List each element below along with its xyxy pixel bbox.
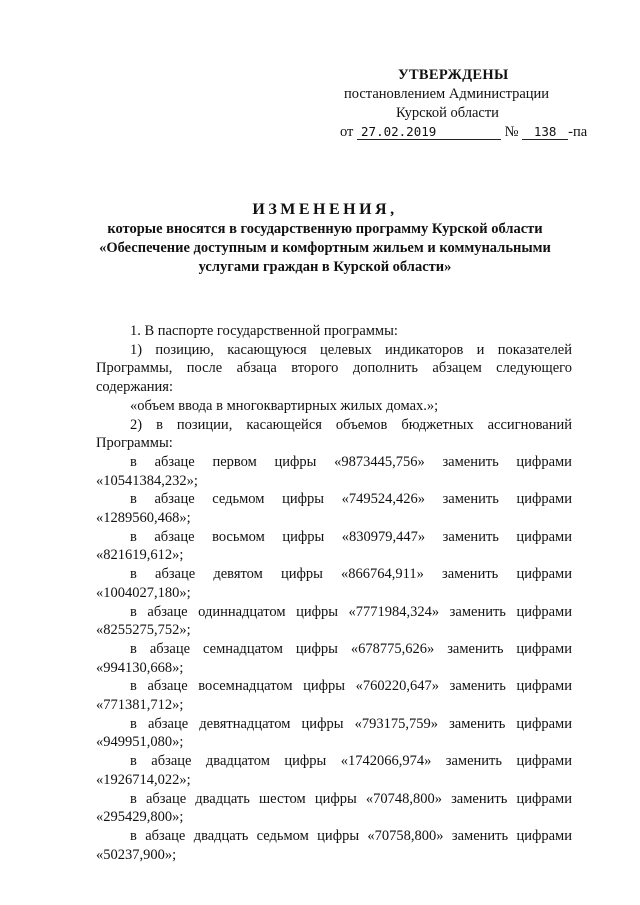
replacement-word: цифры <box>303 678 346 695</box>
replacement-word: цифры <box>280 566 323 583</box>
replacement-word: семнадцатом <box>203 640 283 657</box>
replacement-new-value: «1004027,180»; <box>96 584 191 601</box>
replacement-word: заменить <box>447 640 504 657</box>
replacement-word: «760220,647» <box>355 678 439 695</box>
item-1-2-line-2: Программы: <box>96 435 173 452</box>
replacement-word: «830979,447» <box>341 528 426 545</box>
replacement-line <box>96 752 572 771</box>
replacement-word: в <box>130 566 137 583</box>
replacement-word: цифры <box>274 453 317 470</box>
replacement-new-value: «994130,668»; <box>96 659 184 676</box>
replacement-new-value: «295429,800»; <box>96 809 184 826</box>
replacement-word: заменить <box>445 753 502 770</box>
replacement-word: «70758,800» <box>367 827 444 844</box>
item-1-1-line-2: Программы, после абзаца второго дополнить абзацем следующего <box>96 360 572 377</box>
replacement-word: «678775,626» <box>350 640 435 657</box>
replacement-word: «7771984,324» <box>348 603 440 620</box>
replacement-word: цифры <box>282 491 324 508</box>
item-1: 1. В паспорте государственной программы: <box>130 323 398 339</box>
replacement-word: абзаце <box>147 715 189 732</box>
replacement-word: заменить <box>442 528 499 545</box>
replacement-word: заменить <box>449 715 506 732</box>
replacement-line <box>96 565 572 584</box>
replacement-word: заменить <box>442 566 499 583</box>
replacement-word: «70748,800» <box>365 790 442 807</box>
replacement-word: абзаце <box>154 491 195 508</box>
approval-line-1: постановлением Администрации <box>344 86 550 102</box>
item-1-1-line-1: 1) позицию, касающуюся целевых индикаторов и показателей <box>130 341 572 358</box>
replacement-word: цифрами <box>516 603 572 620</box>
replacement-word: седьмом <box>212 491 265 508</box>
replacement-new-value: «50237,900»; <box>96 846 177 863</box>
title-line-3: услугами граждан в Курской области» <box>198 259 452 275</box>
replacement-word: абзаце <box>154 453 195 470</box>
document-body <box>96 322 572 864</box>
replacement-word: седьмом <box>256 827 309 844</box>
replacement-word: цифры <box>317 827 360 844</box>
replacement-word: в <box>130 827 137 844</box>
replacement-word: в <box>130 491 137 508</box>
number-sign: № <box>504 124 519 140</box>
replacement-new-value: «8255275,752»; <box>96 622 191 639</box>
replacement-word: абзаце <box>154 528 195 545</box>
replacement-new-value: «1289560,468»; <box>96 510 191 527</box>
replacement-word: первом <box>212 453 257 470</box>
replacement-word: девятнадцатом <box>199 715 291 732</box>
replacement-word: цифрами <box>516 715 572 732</box>
replacement-word: цифрами <box>516 566 572 583</box>
date-prefix: от <box>340 124 354 140</box>
replacement-line <box>96 715 572 734</box>
replacement-word: заменить <box>442 491 499 508</box>
replacement-new-value: «1926714,022»; <box>96 771 191 788</box>
approval-number: 138 <box>522 125 568 140</box>
quote-line: «объем ввода в многоквартирных жилых домах.»; <box>130 397 439 414</box>
replacement-line <box>96 490 572 509</box>
replacement-line <box>96 790 572 809</box>
replacement-line <box>96 528 572 547</box>
replacement-new-value: «771381,712»; <box>96 697 184 714</box>
replacement-word: заменить <box>451 827 509 844</box>
replacement-word: двадцать <box>193 827 249 844</box>
replacement-word: абзаце <box>151 753 192 770</box>
item-1-2-line-1: 2) в позиции, касающейся объемов бюджетных ассигнований <box>130 416 572 433</box>
replacement-word: «1742066,974» <box>340 753 432 770</box>
replacement-word: абзаце <box>147 603 188 620</box>
replacement-word: в <box>130 640 137 657</box>
replacement-word: в <box>130 715 137 732</box>
item-1-1-line-3: содержания: <box>96 379 174 396</box>
replacement-line <box>96 677 572 696</box>
replacement-line <box>96 827 572 846</box>
replacement-new-value: «949951,080»; <box>96 734 184 751</box>
replacement-word: цифры <box>295 640 338 657</box>
replacement-word: абзаце <box>147 678 188 695</box>
approval-date-line <box>340 123 590 142</box>
approval-line-2: Курской области <box>396 105 499 121</box>
replacement-word: «793175,759» <box>354 715 438 732</box>
replacement-word: цифрами <box>516 528 572 545</box>
replacement-word: цифрами <box>516 678 572 695</box>
replacement-word: цифрами <box>516 790 572 807</box>
replacement-word: цифры <box>284 753 327 770</box>
replacement-word: в <box>130 753 137 770</box>
replacement-word: абзаце <box>145 790 187 807</box>
replacement-list <box>96 453 572 864</box>
replacement-word: цифрами <box>516 827 572 844</box>
replacement-word: в <box>130 678 137 695</box>
replacement-word: «866764,911» <box>341 566 424 583</box>
replacement-word: заменить <box>451 790 508 807</box>
replacement-word: заменить <box>442 453 499 470</box>
approval-block <box>330 66 590 142</box>
replacement-word: заменить <box>449 603 506 620</box>
replacement-word: цифры <box>282 528 325 545</box>
replacement-word: «749524,426» <box>341 491 425 508</box>
approval-heading: УТВЕРЖДЕНЫ <box>398 67 509 83</box>
replacement-new-value: «821619,612»; <box>96 547 184 564</box>
replacement-word: цифры <box>314 790 357 807</box>
replacement-word: «9873445,756» <box>334 453 425 470</box>
replacement-word: цифры <box>296 603 338 620</box>
approval-date: 27.02.2019 <box>357 125 501 140</box>
title-main: ИЗМЕНЕНИЯ, <box>252 201 398 218</box>
replacement-line <box>96 453 572 472</box>
replacement-word: девятом <box>213 566 263 583</box>
replacement-word: абзаце <box>145 827 186 844</box>
replacement-word: в <box>130 453 137 470</box>
replacement-word: в <box>130 528 137 545</box>
replacement-word: цифрами <box>516 491 572 508</box>
replacement-word: цифрами <box>516 753 572 770</box>
number-suffix: -па <box>568 124 588 140</box>
replacement-word: шестом <box>259 790 306 807</box>
replacement-line <box>96 603 572 622</box>
replacement-word: восемнадцатом <box>198 678 293 695</box>
replacement-word: в <box>130 603 137 620</box>
replacement-line <box>96 640 572 659</box>
document-title <box>95 200 555 277</box>
replacement-word: двадцать <box>195 790 250 807</box>
replacement-word: одиннадцатом <box>198 603 286 620</box>
replacement-word: восьмом <box>212 528 265 545</box>
replacement-word: заменить <box>449 678 506 695</box>
title-line-1: которые вносятся в государственную программу Курской области <box>107 221 543 237</box>
replacement-word: цифрами <box>516 453 572 470</box>
replacement-word: цифры <box>301 715 344 732</box>
replacement-word: в <box>130 790 137 807</box>
replacement-word: двадцатом <box>205 753 270 770</box>
replacement-new-value: «10541384,232»; <box>96 472 198 489</box>
title-line-2: «Обеспечение доступным и комфортным жильем и коммунальными <box>99 240 551 256</box>
replacement-word: абзаце <box>155 566 196 583</box>
replacement-word: цифрами <box>516 640 572 657</box>
replacement-word: абзаце <box>149 640 191 657</box>
